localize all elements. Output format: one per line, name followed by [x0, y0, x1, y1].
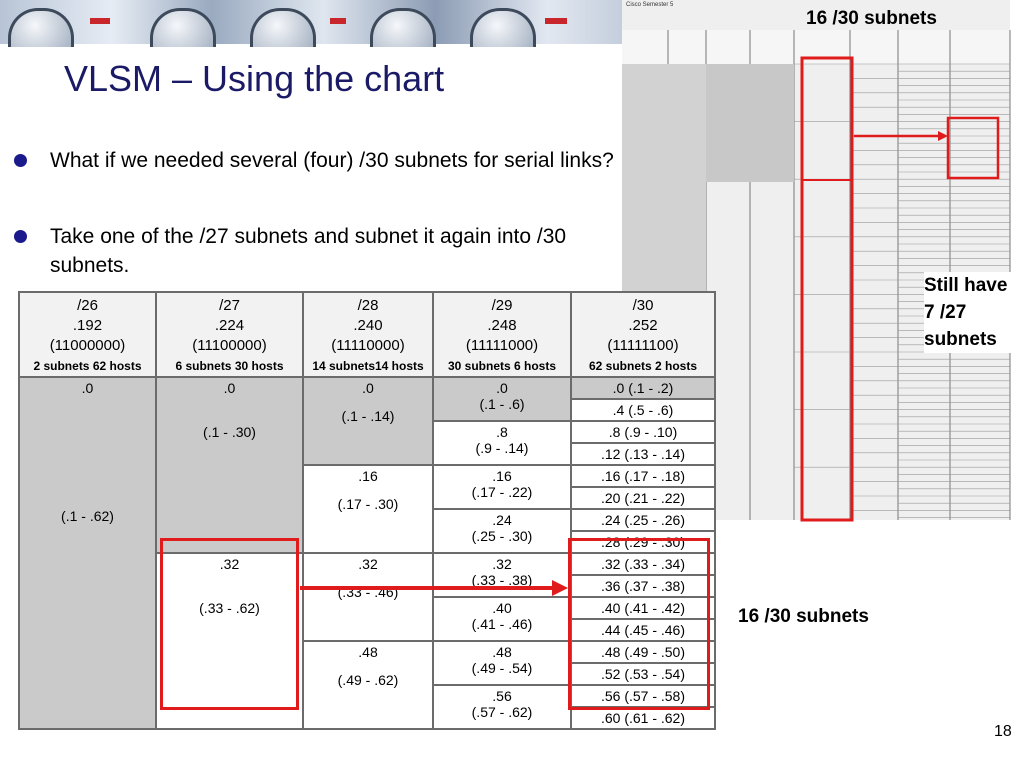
cell-28: .32 (.33 - .46) — [303, 553, 433, 641]
chart-caption: Cisco Semester 5 — [626, 2, 674, 8]
cell-30: .32 (.33 - .34) — [571, 553, 715, 575]
table-header-row — [19, 292, 715, 377]
bullet-text: Take one of the /27 subnets and subnet it again into /30 subnets. — [50, 225, 567, 277]
cell-26: .0 (.1 - .62) — [19, 377, 156, 729]
table-row — [19, 377, 715, 399]
cell-28: .0 (.1 - .14) — [303, 377, 433, 465]
cell-29: .8 (.9 - .14) — [433, 421, 571, 465]
test-tube-image — [470, 8, 536, 47]
cell-30: .0 (.1 - .2) — [571, 377, 715, 399]
cell-30: .24 (.25 - .26) — [571, 509, 715, 531]
highlight-box-27 — [160, 538, 299, 710]
cell-30: .52 (.53 - .54) — [571, 663, 715, 685]
cell-27: .0 (.1 - .30) — [156, 377, 303, 553]
bullet-dot-icon — [14, 230, 27, 243]
cell-28: .16 (.17 - .30) — [303, 465, 433, 553]
test-tube-image — [150, 8, 216, 47]
slide-title: VLSM – Using the chart — [64, 58, 445, 99]
header-28: /28 .240 (11110000) 14 subnets14 hosts — [303, 292, 433, 377]
callout-still-have: Still have 7 /27 subnets — [924, 272, 1019, 353]
bullet-text: What if we needed several (four) /30 subnets for serial links? — [50, 149, 614, 172]
cell-29: .24 (.25 - .30) — [433, 509, 571, 553]
cell-30: .4 (.5 - .6) — [571, 399, 715, 421]
thumb-highlight — [802, 180, 852, 520]
cell-30: .48 (.49 - .50) — [571, 641, 715, 663]
cell-30: .12 (.13 - .14) — [571, 443, 715, 465]
page-number: 18 — [994, 723, 1012, 740]
cell-29: .16 (.17 - .22) — [433, 465, 571, 509]
banner-decoration — [545, 18, 567, 24]
test-tube-image — [370, 8, 436, 47]
cell-29: .48 (.49 - .54) — [433, 641, 571, 685]
header-banner — [0, 0, 622, 44]
header-30: /30 .252 (11111100) 62 subnets 2 hosts — [571, 292, 715, 377]
thumb-arrow-head-icon — [938, 131, 948, 141]
cell-30: .28 (.29 - .30) — [571, 531, 715, 553]
highlight-box-30 — [568, 538, 710, 710]
thumb-highlight — [948, 118, 998, 178]
bullet-dot-icon — [14, 154, 27, 167]
cell-30: .40 (.41 - .42) — [571, 597, 715, 619]
cell-29: .40 (.41 - .46) — [433, 597, 571, 641]
header-26: /26 .192 (11000000) 2 subnets 62 hosts — [19, 292, 156, 377]
cell-29: .56 (.57 - .62) — [433, 685, 571, 729]
cell-30: .8 (.9 - .10) — [571, 421, 715, 443]
cell-29: .0 (.1 - .6) — [433, 377, 571, 421]
banner-decoration — [90, 18, 110, 24]
cell-30: .36 (.37 - .38) — [571, 575, 715, 597]
thumb-shade — [706, 64, 794, 182]
cell-30: .60 (.61 - .62) — [571, 707, 715, 729]
cell-28: .48 (.49 - .62) — [303, 641, 433, 729]
test-tube-image — [8, 8, 74, 47]
cell-30: .44 (.45 - .46) — [571, 619, 715, 641]
callout-bottom: 16 /30 subnets — [738, 606, 869, 627]
cell-30: .56 (.57 - .58) — [571, 685, 715, 707]
test-tube-image — [250, 8, 316, 47]
header-29: /29 .248 (11111000) 30 subnets 6 hosts — [433, 292, 571, 377]
thumb-highlight — [802, 58, 852, 520]
cell-27: .32 (.33 - .62) — [156, 553, 303, 729]
cell-29: .32 (.33 - .38) — [433, 553, 571, 597]
header-27: /27 .224 (11100000) 6 subnets 30 hosts — [156, 292, 303, 377]
cell-30: .20 (.21 - .22) — [571, 487, 715, 509]
callout-top: 16 /30 subnets — [806, 8, 937, 29]
cell-30: .16 (.17 - .18) — [571, 465, 715, 487]
banner-decoration — [330, 18, 346, 24]
